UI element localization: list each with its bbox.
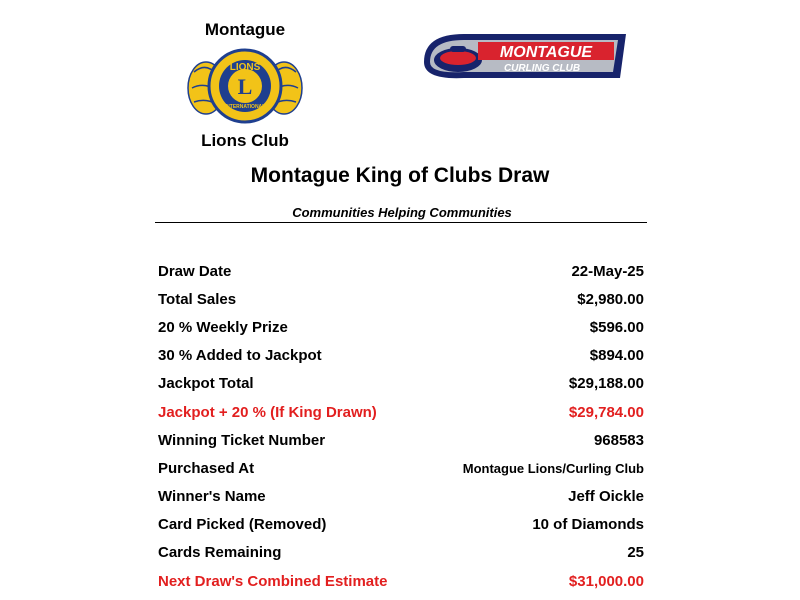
row-value: $596.00 — [589, 318, 644, 336]
row-label: Total Sales — [158, 290, 237, 308]
page-subtitle: Communities Helping Communities — [292, 205, 512, 220]
row-value: 22-May-25 — [571, 262, 644, 280]
row-value: $31,000.00 — [568, 572, 644, 590]
table-row — [158, 342, 644, 370]
row-label: 30 % Added to Jackpot — [158, 347, 322, 365]
lions-club-bottom-label: Lions Club — [201, 131, 289, 150]
row-value: $29,188.00 — [568, 375, 644, 393]
curling-logo-line1: MONTAGUE — [499, 44, 593, 61]
table-row-highlight — [158, 567, 644, 595]
page-title: Montague King of Clubs Draw — [250, 164, 550, 187]
row-label: Jackpot + 20 % (If King Drawn) — [158, 403, 377, 421]
row-value: Montague Lions/Curling Club — [462, 460, 644, 476]
row-label: Draw Date — [158, 262, 232, 280]
row-label: Cards Remaining — [158, 544, 282, 562]
table-row — [158, 426, 644, 454]
table-row — [158, 313, 644, 341]
table-row — [158, 511, 644, 539]
row-value: $2,980.00 — [577, 290, 644, 308]
table-row — [158, 454, 644, 482]
row-label: Card Picked (Removed) — [158, 516, 327, 534]
row-value: 968583 — [593, 431, 644, 449]
row-label: Jackpot Total — [158, 375, 254, 393]
lions-logo-letter: L — [237, 74, 253, 99]
row-value: 10 of Diamonds — [532, 516, 644, 534]
row-value: Jeff Oickle — [568, 488, 644, 506]
row-value: 25 — [627, 544, 644, 562]
table-row — [158, 483, 644, 511]
lions-logo-top-word: LIONS — [229, 62, 261, 73]
divider — [155, 222, 647, 223]
row-label: Winner's Name — [158, 488, 266, 506]
lions-club-logo — [186, 42, 304, 130]
table-row — [158, 539, 644, 567]
draw-results-table — [158, 257, 644, 595]
lions-logo-bottom-word: INTERNATIONAL — [224, 104, 266, 110]
table-row — [158, 285, 644, 313]
row-value: $894.00 — [589, 347, 644, 365]
row-label: Purchased At — [158, 459, 255, 477]
table-row — [158, 257, 644, 285]
row-label: Winning Ticket Number — [158, 431, 326, 449]
curling-logo-line2: CURLING CLUB — [503, 63, 581, 74]
row-value: $29,784.00 — [568, 403, 644, 421]
lions-club-top-label: Montague — [204, 20, 286, 39]
row-label: Next Draw's Combined Estimate — [158, 572, 388, 590]
row-label: 20 % Weekly Prize — [158, 318, 288, 336]
montague-curling-club-logo — [420, 28, 630, 88]
table-row-highlight — [158, 398, 644, 426]
table-row — [158, 370, 644, 398]
